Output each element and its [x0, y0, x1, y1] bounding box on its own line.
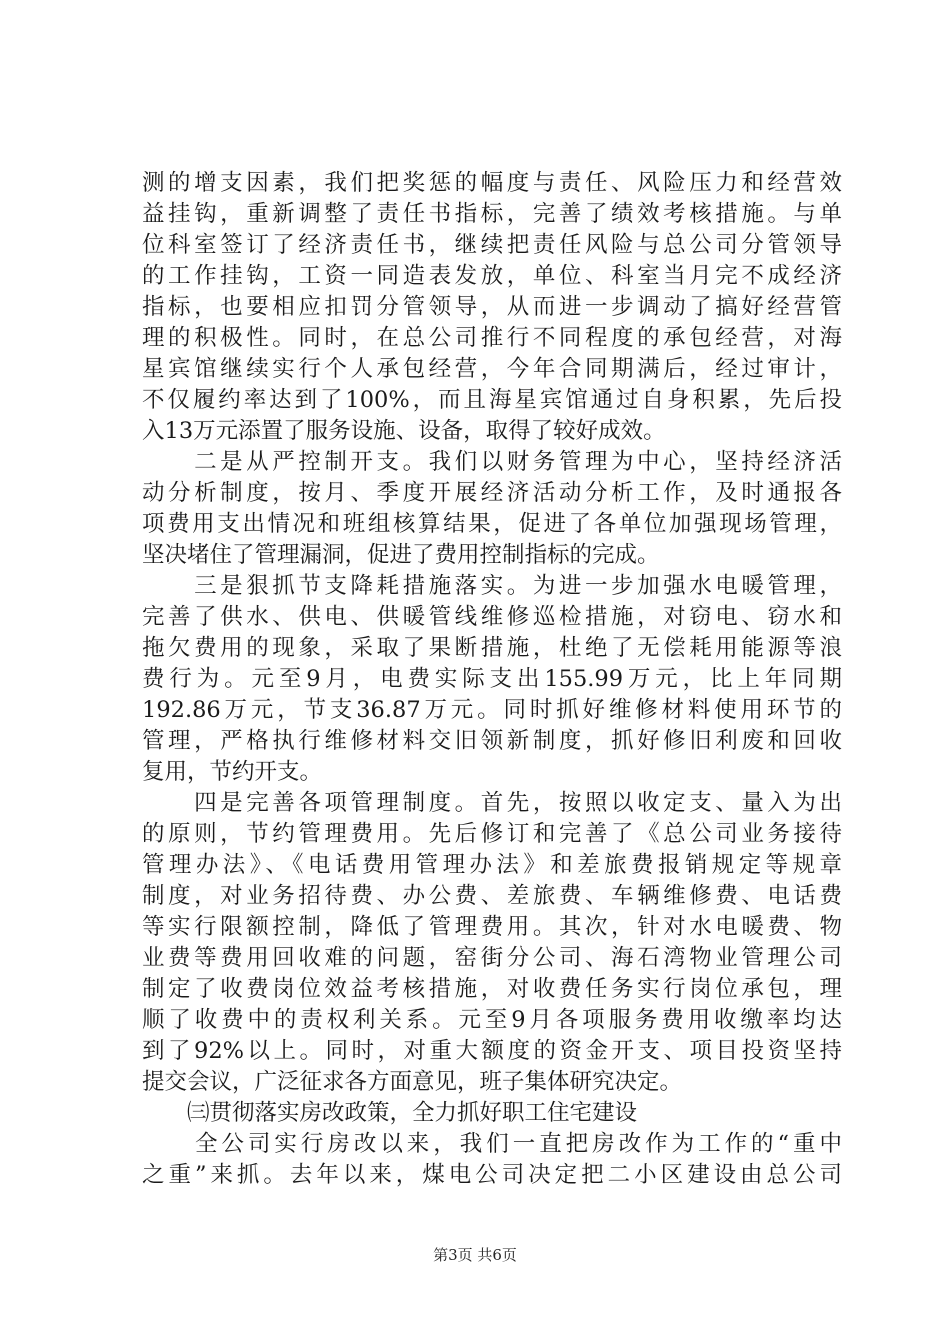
text-line: 四是完善各项管理制度。首先，按照以收定支、量入为出: [142, 790, 842, 816]
text-line: 费行为。元至9月，电费实际支出155.99万元，比上年同期: [142, 666, 842, 692]
text-line: 测的增支因素，我们把奖惩的幅度与责任、风险压力和经营效: [142, 170, 842, 196]
text-line: 等实行限额控制，降低了管理费用。其次，针对水电暖费、物: [142, 914, 842, 940]
text-line: 益挂钩，重新调整了责任书指标，完善了绩效考核措施。与单: [142, 201, 842, 227]
text-line: 到了92%以上。同时，对重大额度的资金开支、项目投资坚持: [142, 1038, 842, 1064]
text-line: 提交会议，广泛征求各方面意见，班子集体研究决定。: [142, 1069, 683, 1095]
text-line: 三是狠抓节支降耗措施落实。为进一步加强水电暖管理，: [142, 573, 842, 599]
text-line: 业费等费用回收难的问题，窑街分公司、海石湾物业管理公司: [142, 945, 842, 971]
text-line: 指标，也要相应扣罚分管领导，从而进一步调动了搞好经营管: [142, 294, 842, 320]
text-line: 坚决堵住了管理漏洞，促进了费用控制指标的完成。: [142, 542, 660, 568]
text-line: 顺了收费中的责权利关系。元至9月各项服务费用收缴率均达: [142, 1007, 842, 1033]
text-line: 完善了供水、供电、供暖管线维修巡检措施，对窃电、窃水和: [142, 604, 842, 630]
text-line: 不仅履约率达到了100%，而且海星宾馆通过自身积累，先后投: [142, 387, 842, 413]
page-footer: 第3页 共6页: [433, 1246, 517, 1264]
text-line: 制度，对业务招待费、办公费、差旅费、车辆维修费、电话费: [142, 883, 842, 909]
text-line: 的原则，节约管理费用。先后修订和完善了《总公司业务接待: [142, 821, 842, 847]
text-line: 管理，严格执行维修材料交旧领新制度，抓好修旧利废和回收: [142, 728, 842, 754]
text-line: 星宾馆继续实行个人承包经营，今年合同期满后，经过审计，: [142, 356, 842, 382]
text-line: 全公司实行房改以来，我们一直把房改作为工作的“重中: [142, 1131, 842, 1157]
text-line: 之重”来抓。去年以来，煤电公司决定把二小区建设由总公司: [142, 1162, 842, 1188]
text-line: 复用，节约开支。: [142, 759, 323, 785]
body-text: [142, 168, 842, 1191]
text-line: 入13万元添置了服务设施、设备，取得了较好成效。: [142, 418, 666, 444]
text-line: 动分析制度，按月、季度开展经济活动分析工作，及时通报各: [142, 480, 842, 506]
text-line: ㈢贯彻落实房改政策，全力抓好职工住宅建设: [142, 1100, 638, 1126]
text-line: 位科室签订了经济责任书，继续把责任风险与总公司分管领导: [142, 232, 842, 258]
text-line: 制定了收费岗位效益考核措施，对收费任务实行岗位承包，理: [142, 976, 842, 1002]
text-line: 项费用支出情况和班组核算结果，促进了各单位加强现场管理，: [142, 511, 842, 537]
text-line: 拖欠费用的现象，采取了果断措施，杜绝了无偿耗用能源等浪: [142, 635, 842, 661]
text-line: 二是从严控制开支。我们以财务管理为中心，坚持经济活: [142, 449, 842, 475]
text-line: 理的积极性。同时，在总公司推行不同程度的承包经营，对海: [142, 325, 842, 351]
text-line: 管理办法》、《电话费用管理办法》和差旅费报销规定等规章: [142, 852, 842, 878]
text-line: 192.86万元，节支36.87万元。同时抓好维修材料使用环节的: [142, 697, 842, 723]
text-line: 的工作挂钩，工资一同造表发放，单位、科室当月完不成经济: [142, 263, 842, 289]
